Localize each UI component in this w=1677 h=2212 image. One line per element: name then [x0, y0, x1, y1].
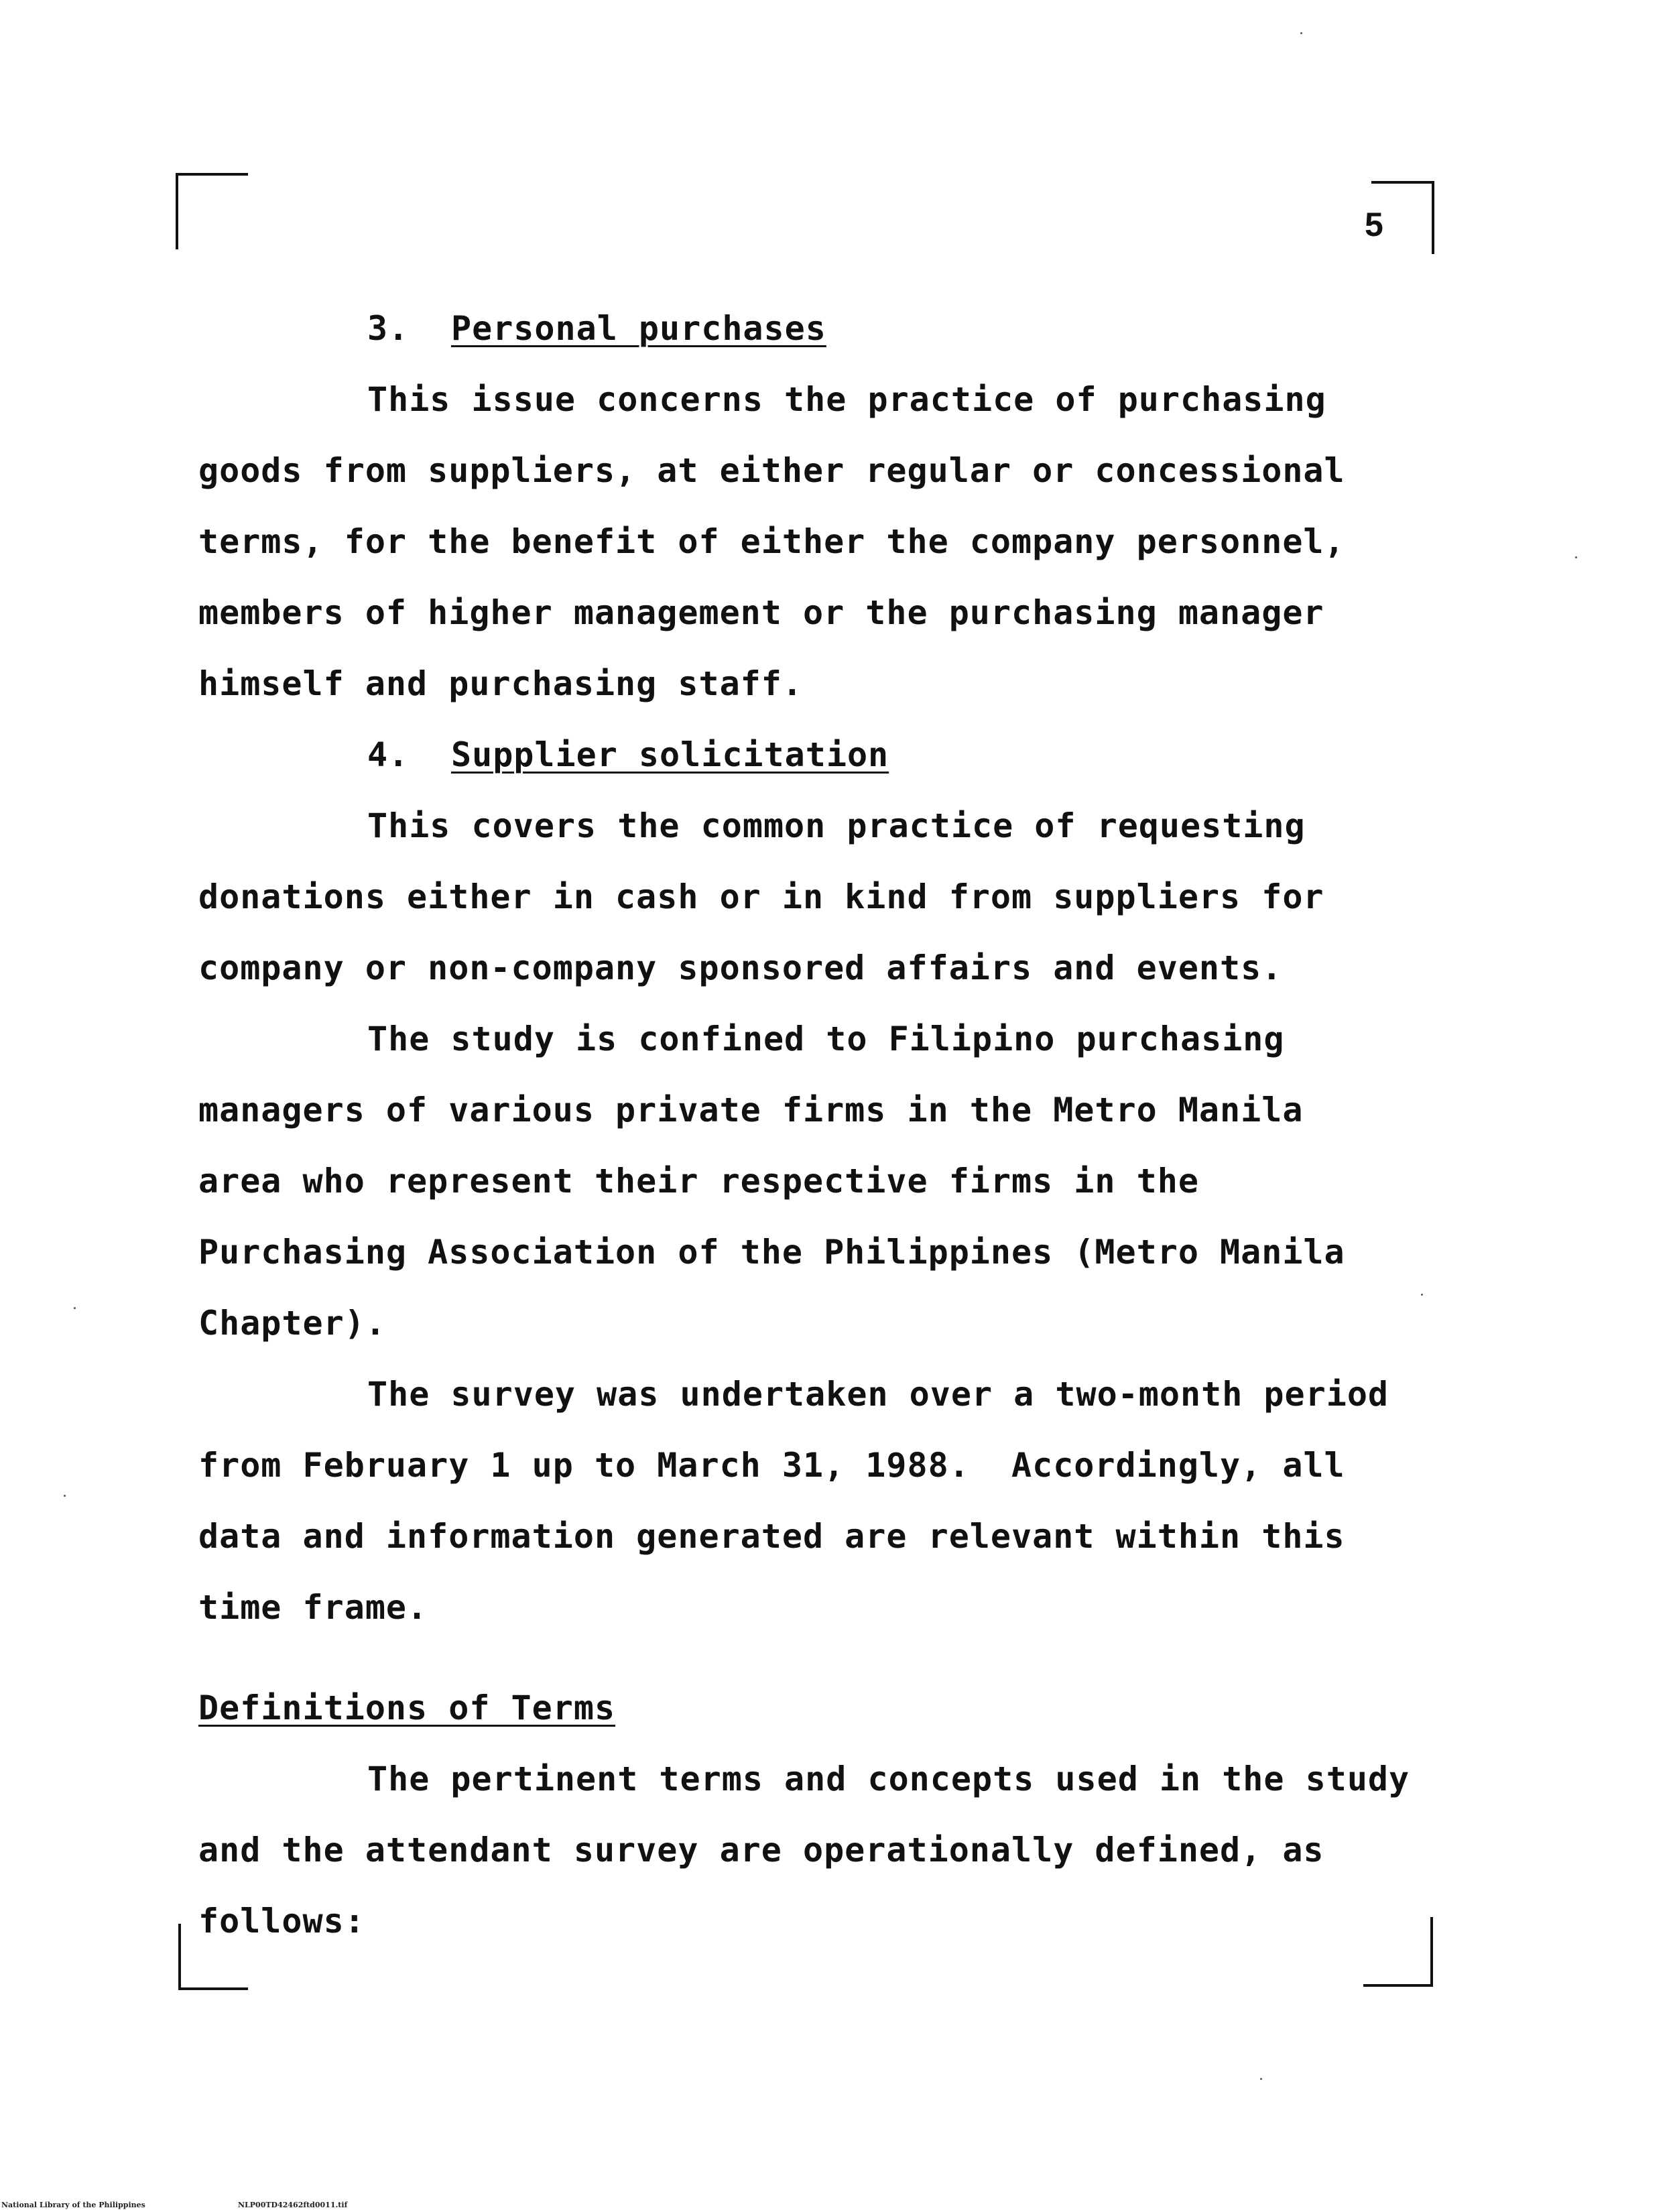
paragraph-line: area who represent their respective firms in the — [198, 1162, 1199, 1201]
scan-speck — [1421, 1294, 1423, 1296]
paragraph-line: This covers the common practice of requesting — [367, 806, 1306, 845]
section-4-number: 4. — [367, 735, 410, 774]
scan-speck — [1300, 32, 1302, 34]
section-3-title: Personal purchases — [451, 309, 826, 348]
paragraph-line: data and information generated are relevant within this — [198, 1517, 1345, 1556]
crop-mark-bottom-right — [1363, 1917, 1433, 1987]
paragraph-line: The study is confined to Filipino purchasing — [367, 1020, 1285, 1058]
scan-speck — [64, 1495, 66, 1497]
footer-library: National Library of the Philippines — [1, 2201, 145, 2209]
paragraph-line: follows: — [198, 1902, 365, 1941]
paragraph-line: himself and purchasing staff. — [198, 664, 803, 703]
paragraph-line: company or non-company sponsored affairs and events. — [198, 948, 1283, 987]
footer-filename: NLP00TD42462ftd0011.tif — [238, 2201, 348, 2209]
section-4-title: Supplier solicitation — [451, 735, 889, 774]
paragraph-line: The survey was undertaken over a two-month period — [367, 1375, 1389, 1414]
paragraph-line: Purchasing Association of the Philippines (Metro Manila — [198, 1233, 1345, 1272]
paragraph-line: This issue concerns the practice of purchasing — [367, 380, 1326, 419]
paragraph-line: donations either in cash or in kind from suppliers for — [198, 877, 1324, 916]
paragraph-line: terms, for the benefit of either the company personnel, — [198, 522, 1345, 561]
paragraph-line: managers of various private firms in the Metro Manila — [198, 1091, 1304, 1129]
paragraph-line: members of higher management or the purchasing manager — [198, 593, 1324, 632]
crop-mark-top-left — [176, 173, 248, 249]
definitions-heading: Definitions of Terms — [198, 1688, 616, 1727]
paragraph-line: The pertinent terms and concepts used in the study — [367, 1760, 1410, 1798]
paragraph-line: goods from suppliers, at either regular or concessional — [198, 451, 1345, 490]
scan-speck — [1575, 556, 1577, 558]
section-3-number: 3. — [367, 309, 410, 348]
scan-speck — [74, 1307, 76, 1309]
page-number: 5 — [1365, 206, 1384, 243]
paragraph-line: time frame. — [198, 1588, 428, 1627]
paragraph-line: Chapter). — [198, 1304, 386, 1343]
scan-speck — [1260, 2078, 1262, 2080]
paragraph-line: and the attendant survey are operationally defined, as — [198, 1831, 1324, 1869]
paragraph-line: from February 1 up to March 31, 1988. Accordingly, all — [198, 1446, 1345, 1485]
